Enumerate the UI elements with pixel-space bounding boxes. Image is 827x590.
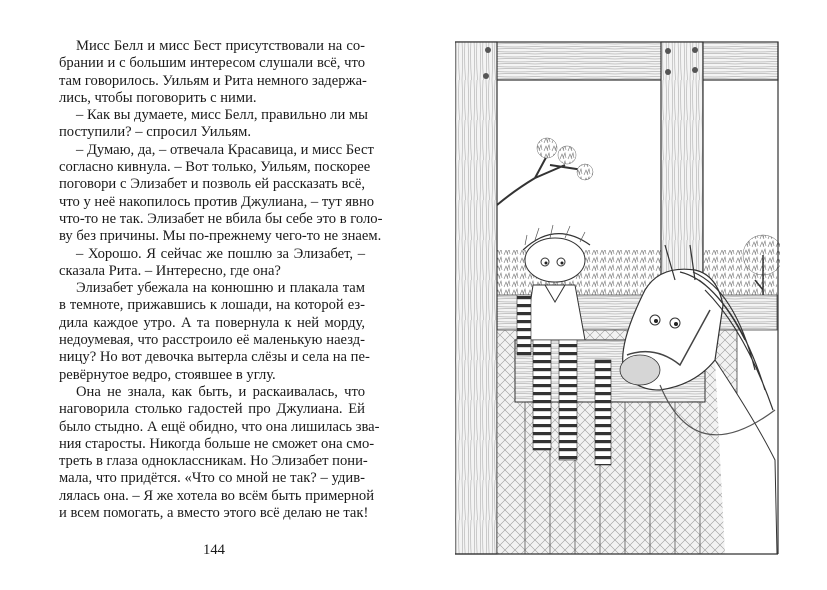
text-line: мала, что придётся. «Что со мной не так? – удив- [59, 470, 365, 487]
text-line: ревёрнутое ведро, стоявшее в углу. [59, 366, 276, 383]
text-line: треть в глаза одноклассникам. Но Элизабет пони- [59, 453, 368, 470]
text-line: брании и с большим интересом слушали всё, что [59, 55, 365, 72]
text-line: лялась она. – Я же хотела во всём быть примерной [59, 487, 375, 504]
text-line: лись, чтобы поговорить с ними. [59, 89, 257, 106]
text-line: – Думаю, да, – отвечала Красавица, и мисс Бест [76, 141, 374, 158]
text-line: согласно кивнула. – Вот только, Уильям, поскорее [59, 159, 371, 176]
text-line: поговори с Элизабет и позволь ей рассказать всё, [59, 176, 365, 193]
text-line: ницу? Но вот девочка вытерла слёзы и села на пе- [59, 349, 370, 366]
page-number: 144 [203, 542, 225, 558]
text-line: что-то не так. Элизабет не вбила бы себе это в голо- [59, 210, 383, 227]
body-text [59, 38, 383, 522]
text-line: ву без причины. Мы по-прежнему чего-то не знаем. [59, 228, 382, 245]
text-line: в темноте, прижавшись к лошади, на которой ез- [59, 297, 365, 314]
text-line: – Хорошо. Я сейчас же пошлю за Элизабет, – [76, 245, 365, 262]
text-line: и всем помогать, а вместо этого всё делаю не так! [59, 505, 369, 522]
text-line: Элизабет убежала на конюшню и плакала там [76, 280, 365, 297]
text-line: Она не знала, как быть, и раскаивалась, что [76, 383, 365, 400]
text-line: наговорила столько гадостей про Джулиана. Ей [59, 401, 365, 418]
illustration-drawing [455, 40, 780, 557]
text-line: дила каждое утро. А та повернула к ней морду, [59, 314, 365, 331]
text-line: ния старосты. Никогда больше не сможет она смо- [59, 435, 375, 452]
text-line: Мисс Белл и мисс Бест присутствовали на со- [76, 38, 365, 54]
text-line: было стыдно. А ещё обидно, что она лишилась зва- [59, 418, 380, 435]
text-line: поступили? – спросил Уильям. [59, 124, 252, 141]
text-line: – Как вы думаете, мисс Белл, правильно ли мы [76, 107, 368, 124]
text-line: сказала Рита. – Интересно, где она? [59, 262, 281, 279]
text-line: что у неё накопилось против Джулиана, – тут явно [59, 193, 375, 210]
text-line: недоумевая, что расстроило её маленькую наезд- [59, 332, 365, 349]
left-page [0, 0, 413, 590]
text-line: там говорилось. Уильям и Рита немного задержа- [59, 72, 367, 89]
stable-illustration [455, 40, 780, 557]
